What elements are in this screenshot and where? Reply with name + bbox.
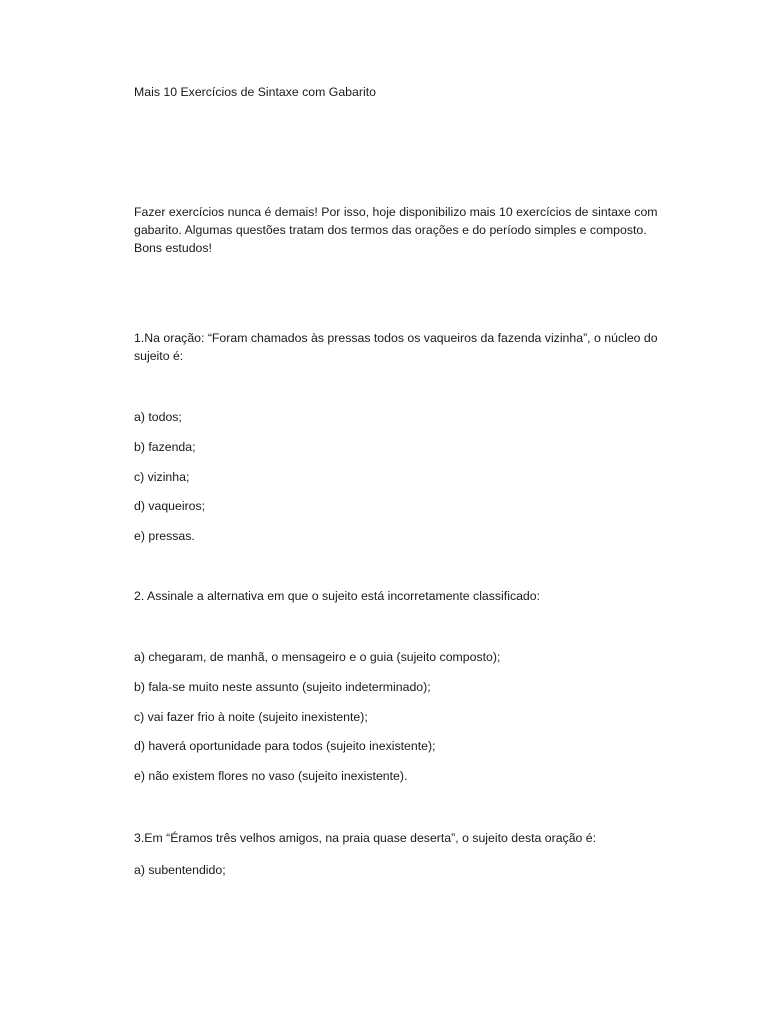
question-1-prompt-line-1: 1.Na oração: “Foram chamados às pressas todos os vaqueiros da fazenda vizinha”, o núcleo do	[134, 331, 658, 345]
document-title: Mais 10 Exercícios de Sintaxe com Gabarito	[134, 85, 376, 99]
question-2-option-a: a) chegaram, de manhã, o mensageiro e o guia (sujeito composto);	[134, 650, 501, 664]
question-2-option-b: b) fala-se muito neste assunto (sujeito indeterminado);	[134, 680, 431, 694]
question-2-option-d: d) haverá oportunidade para todos (sujeito inexistente);	[134, 739, 436, 753]
question-3-option-a: a) subentendido;	[134, 863, 226, 877]
intro-line-1: Fazer exercícios nunca é demais! Por isso, hoje disponibilizo mais 10 exercícios de sintaxe com	[134, 205, 658, 219]
intro-line-2: gabarito. Algumas questões tratam dos termos das orações e do período simples e composto.	[134, 223, 647, 237]
question-1-option-c: c) vizinha;	[134, 470, 190, 484]
intro-line-3: Bons estudos!	[134, 241, 212, 255]
question-1-option-d: d) vaqueiros;	[134, 499, 206, 513]
question-3-prompt: 3.Em “Éramos três velhos amigos, na praia quase deserta”, o sujeito desta oração é:	[134, 831, 597, 845]
question-2-option-c: c) vai fazer frio à noite (sujeito inexistente);	[134, 710, 368, 724]
question-1-option-a: a) todos;	[134, 410, 182, 424]
question-1-option-e: e) pressas.	[134, 529, 195, 543]
question-1-prompt-line-2: sujeito é:	[134, 349, 184, 363]
question-1-option-b: b) fazenda;	[134, 440, 196, 454]
question-2-prompt: 2. Assinale a alternativa em que o sujeito está incorretamente classificado:	[134, 589, 541, 603]
question-2-option-e: e) não existem flores no vaso (sujeito inexistente).	[134, 769, 408, 783]
